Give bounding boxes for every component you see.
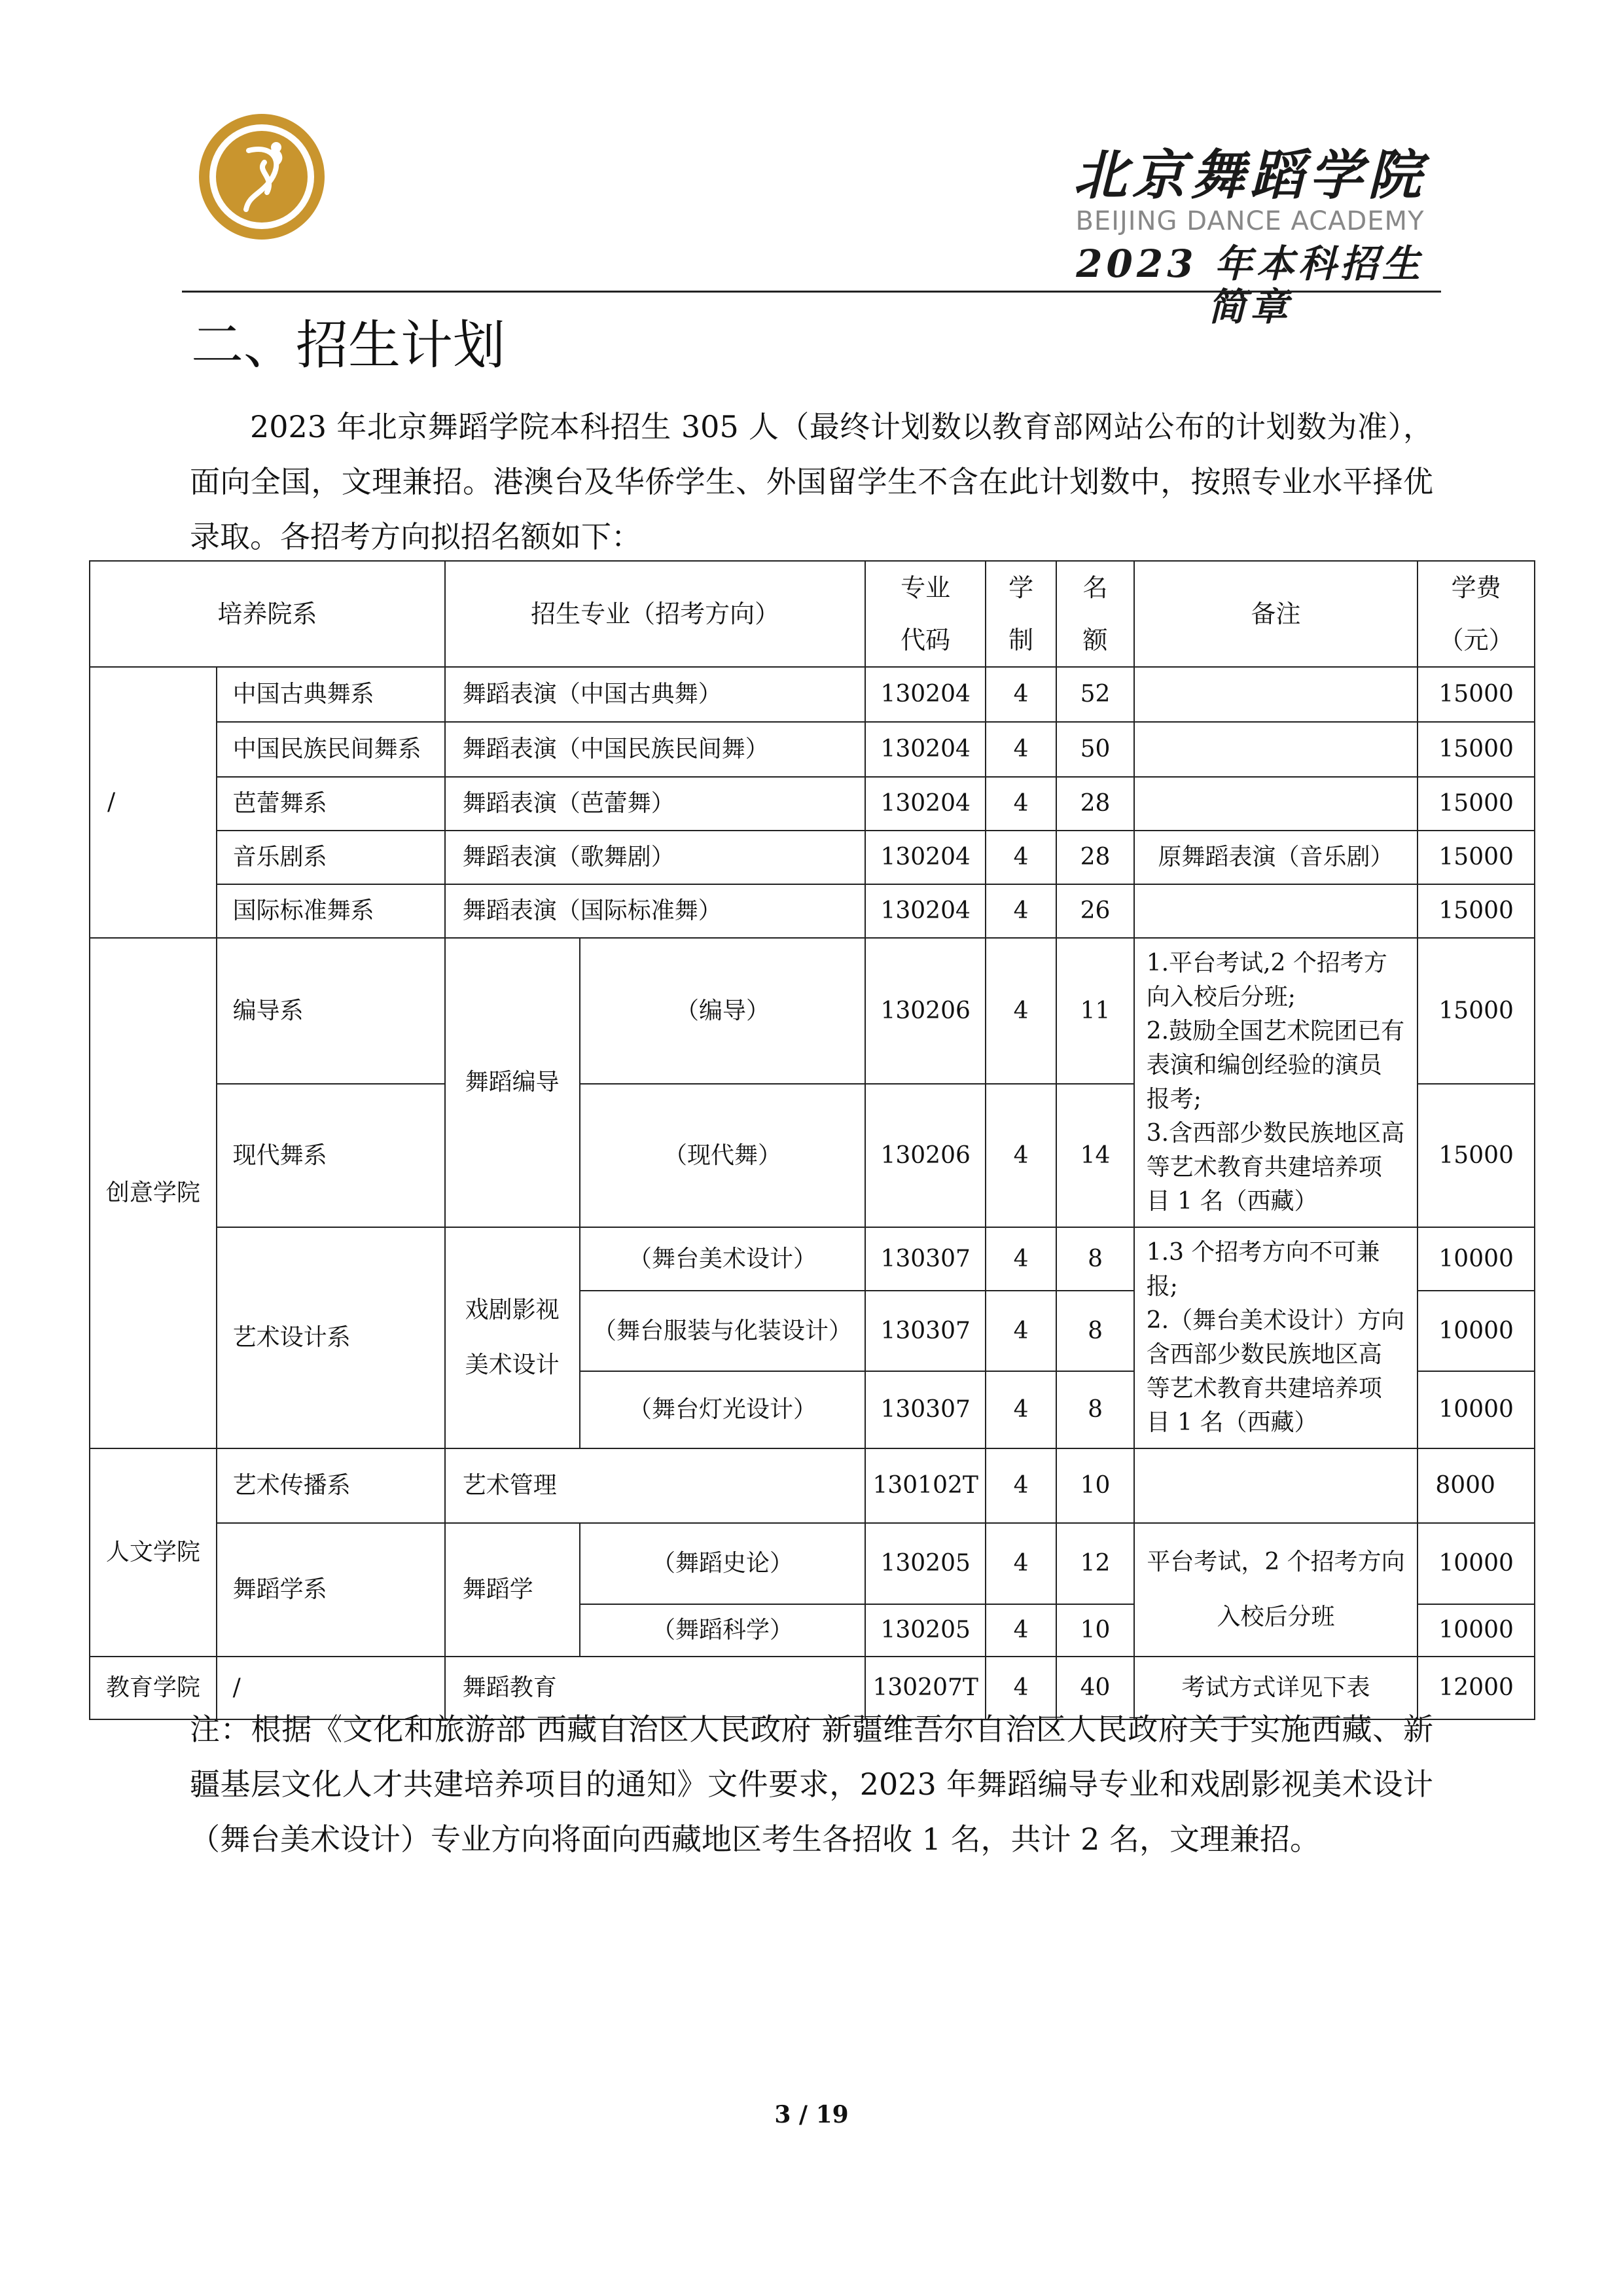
quota-cell: 11 — [1056, 938, 1133, 1084]
fee-cell: 15000 — [1418, 831, 1535, 884]
years-cell: 4 — [986, 1227, 1056, 1291]
quota-cell: 50 — [1056, 722, 1133, 777]
code-cell: 130204 — [865, 831, 985, 884]
major-cell: 舞蹈表演（歌舞剧） — [445, 831, 866, 884]
note-cell: 平台考试，2 个招考方向入校后分班 — [1134, 1523, 1418, 1657]
header-divider — [182, 291, 1441, 293]
table-row — [90, 831, 1535, 884]
years-cell: 4 — [986, 884, 1056, 938]
fee-cell: 10000 — [1418, 1371, 1535, 1448]
major-cell: 舞蹈教育 — [445, 1657, 866, 1719]
years-cell: 4 — [986, 1084, 1056, 1227]
direction-cell: （舞蹈史论） — [580, 1523, 866, 1604]
dept-cell: 音乐剧系 — [217, 831, 445, 884]
fee-cell: 10000 — [1418, 1604, 1535, 1657]
major-cell: 舞蹈学 — [445, 1523, 580, 1657]
dept-cell: 中国古典舞系 — [217, 667, 445, 722]
quota-cell: 8 — [1056, 1291, 1133, 1371]
code-cell: 130307 — [865, 1291, 985, 1371]
group-cell: / — [90, 667, 217, 938]
header-years: 学 制 — [986, 561, 1056, 667]
quota-cell: 12 — [1056, 1523, 1133, 1604]
direction-cell: （现代舞） — [580, 1084, 866, 1227]
quota-cell: 28 — [1056, 831, 1133, 884]
quota-cell: 28 — [1056, 777, 1133, 831]
group-cell: 创意学院 — [90, 938, 217, 1448]
note-cell: 1.平台考试,2 个招考方向入校后分班; 2.鼓励全国艺术院团已有表演和编创经验的演员报考; 3.含西部少数民族地区高等艺术教育共建培养项目 1 名（西藏） — [1134, 938, 1418, 1227]
header-note: 备注 — [1134, 561, 1418, 667]
quota-cell: 26 — [1056, 884, 1133, 938]
dept-cell: 舞蹈学系 — [217, 1523, 445, 1657]
dept-cell: 芭蕾舞系 — [217, 777, 445, 831]
table-row — [90, 777, 1535, 831]
brand-block — [1067, 145, 1433, 329]
quota-cell: 40 — [1056, 1657, 1133, 1719]
quota-cell: 52 — [1056, 667, 1133, 722]
fee-cell: 15000 — [1418, 1084, 1535, 1227]
note-cell — [1134, 1448, 1418, 1523]
note-cell: 原舞蹈表演（音乐剧） — [1134, 831, 1418, 884]
code-cell: 130206 — [865, 1084, 985, 1227]
header-code: 专业 代码 — [865, 561, 985, 667]
table-row — [90, 1523, 1535, 1604]
years-cell: 4 — [986, 1291, 1056, 1371]
direction-cell: （舞台美术设计） — [580, 1227, 866, 1291]
fee-cell: 15000 — [1418, 938, 1535, 1084]
years-cell: 4 — [986, 667, 1056, 722]
header-fee: 学费 （元） — [1418, 561, 1535, 667]
dept-cell: 艺术传播系 — [217, 1448, 445, 1523]
section-title: 二、招生计划 — [191, 315, 505, 376]
major-cell: 舞蹈表演（芭蕾舞） — [445, 777, 866, 831]
fee-cell: 10000 — [1418, 1523, 1535, 1604]
years-cell: 4 — [986, 1657, 1056, 1719]
table-header-row — [90, 561, 1535, 667]
page-number: 3 / 19 — [774, 2101, 849, 2128]
fee-cell: 10000 — [1418, 1291, 1535, 1371]
academy-logo — [196, 111, 327, 242]
code-cell: 130204 — [865, 884, 985, 938]
dept-cell: 艺术设计系 — [217, 1227, 445, 1448]
note-cell — [1134, 777, 1418, 831]
table-row — [90, 884, 1535, 938]
table-row — [90, 1448, 1535, 1523]
major-cell: 舞蹈编导 — [445, 938, 580, 1227]
note-cell — [1134, 667, 1418, 722]
code-cell: 130204 — [865, 722, 985, 777]
major-cell: 戏剧影视 美术设计 — [445, 1227, 580, 1448]
table-row — [90, 722, 1535, 777]
dept-cell: 现代舞系 — [217, 1084, 445, 1227]
quota-cell: 14 — [1056, 1084, 1133, 1227]
header-major: 招生专业（招考方向） — [445, 561, 866, 667]
dept-cell: 国际标准舞系 — [217, 884, 445, 938]
code-cell: 130207T — [865, 1657, 985, 1719]
code-cell: 130307 — [865, 1371, 985, 1448]
header-quota: 名 额 — [1056, 561, 1133, 667]
quota-cell: 10 — [1056, 1604, 1133, 1657]
dept-cell: 编导系 — [217, 938, 445, 1084]
years-cell: 4 — [986, 1523, 1056, 1604]
direction-cell: （舞蹈科学） — [580, 1604, 866, 1657]
table-row — [90, 1227, 1535, 1291]
brochure-subtitle: 2023 年本科招生简章 — [1076, 242, 1424, 329]
fee-cell: 12000 — [1418, 1657, 1535, 1719]
fee-cell: 15000 — [1418, 777, 1535, 831]
note-cell: 1.3 个招考方向不可兼报; 2.（舞台美术设计）方向含西部少数民族地区高等艺术教育共建培养项目 1 名（西藏） — [1134, 1227, 1418, 1448]
major-cell: 艺术管理 — [445, 1448, 866, 1523]
fee-cell: 15000 — [1418, 884, 1535, 938]
intro-paragraph: 2023 年北京舞蹈学院本科招生 305 人（最终计划数以教育部网站公布的计划数为准），面向全国，文理兼招。港澳台及华侨学生、外国留学生不含在此计划数中，按照专业水平择优录取。各招考方向拟招名额如下： — [190, 409, 1433, 554]
table-row — [90, 667, 1535, 722]
years-cell: 4 — [986, 1448, 1056, 1523]
quota-cell: 10 — [1056, 1448, 1133, 1523]
quota-cell: 8 — [1056, 1371, 1133, 1448]
years-cell: 4 — [986, 938, 1056, 1084]
years-cell: 4 — [986, 1604, 1056, 1657]
direction-cell: （舞台服装与化装设计） — [580, 1291, 866, 1371]
major-cell: 舞蹈表演（中国古典舞） — [445, 667, 866, 722]
table-footnote: 注：根据《文化和旅游部 西藏自治区人民政府 新疆维吾尔自治区人民政府关于实施西藏、新疆基层文化人才共建培养项目的通知》文件要求，2023 年舞蹈编导专业和戏剧影视美术设计（舞台美术设计）专业方向将面向西藏地区考生各招收 1 名，共计 2 名，文理兼招。 — [190, 1712, 1433, 1857]
years-cell: 4 — [986, 722, 1056, 777]
direction-cell: （舞台灯光设计） — [580, 1371, 866, 1448]
code-cell: 130206 — [865, 938, 985, 1084]
years-cell: 4 — [986, 777, 1056, 831]
years-cell: 4 — [986, 831, 1056, 884]
table-row — [90, 938, 1535, 1084]
brand-name-cn: 北京舞蹈学院 — [1073, 144, 1427, 207]
dept-cell: 中国民族民间舞系 — [217, 722, 445, 777]
years-cell: 4 — [986, 1371, 1056, 1448]
quota-cell: 8 — [1056, 1227, 1133, 1291]
fee-cell: 10000 — [1418, 1227, 1535, 1291]
code-cell: 130204 — [865, 667, 985, 722]
enrollment-plan-table — [89, 560, 1535, 1720]
fee-cell: 15000 — [1418, 667, 1535, 722]
major-cell: 舞蹈表演（国际标准舞） — [445, 884, 866, 938]
fee-cell: 8000 — [1418, 1448, 1535, 1523]
group-cell: 人文学院 — [90, 1448, 217, 1657]
code-cell: 130204 — [865, 777, 985, 831]
direction-cell: （编导） — [580, 938, 866, 1084]
dept-cell: / — [217, 1657, 445, 1719]
code-cell: 130102T — [865, 1448, 985, 1523]
group-cell: 教育学院 — [90, 1657, 217, 1719]
code-cell: 130205 — [865, 1523, 985, 1604]
header-dept: 培养院系 — [90, 561, 445, 667]
major-cell: 舞蹈表演（中国民族民间舞） — [445, 722, 866, 777]
brand-name-en: BEIJING DANCE ACADEMY — [1075, 206, 1425, 236]
fee-cell: 15000 — [1418, 722, 1535, 777]
note-cell — [1134, 722, 1418, 777]
code-cell: 130205 — [865, 1604, 985, 1657]
code-cell: 130307 — [865, 1227, 985, 1291]
note-cell — [1134, 884, 1418, 938]
note-cell: 考试方式详见下表 — [1134, 1657, 1418, 1719]
